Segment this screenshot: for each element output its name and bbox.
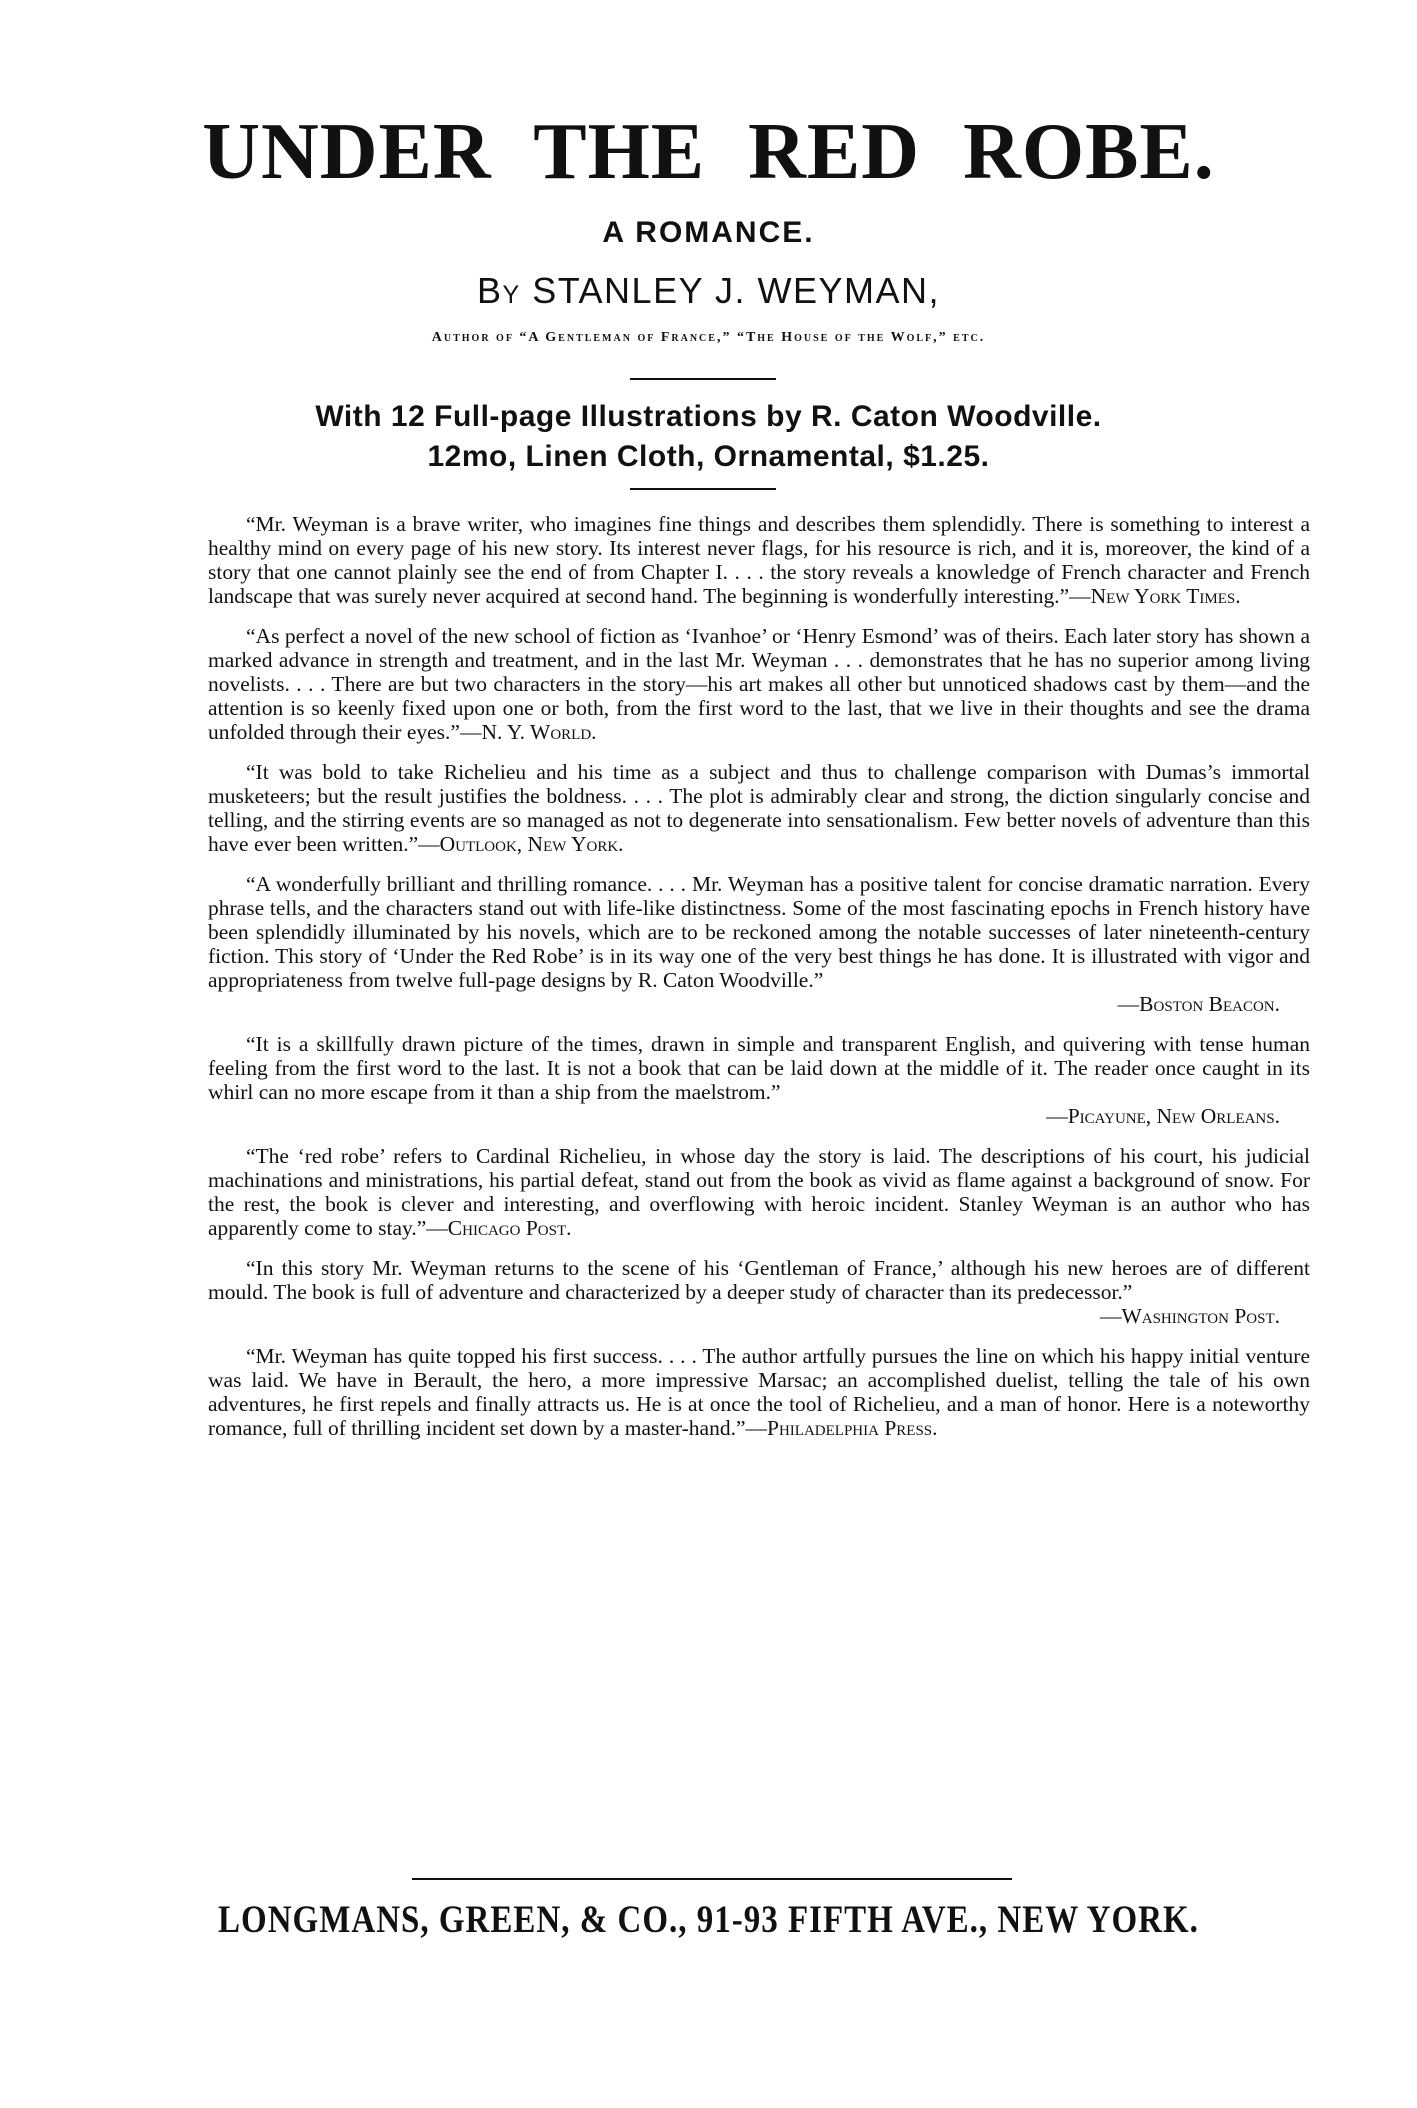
review-quote: “As perfect a novel of the new school of fiction as ‘Ivanhoe’ or ‘Henry Esmond’ was of theirs. Each later story has shown a marked advance in strength and treatment, and in the last Mr. Weyman . . . demonstrates that he has no superior among living novelists. . . . There are but two characters in the story—his art makes all other but unnoticed shadows cast by them—and the attention is so keenly fixed upon one or both, from the first word to the last, that we live in their thoughts and see the drama unfolded through their eyes.”— xyxy=(208,624,1310,744)
review xyxy=(208,512,1310,608)
review-quote: “The ‘red robe’ refers to Cardinal Richelieu, in whose day the story is laid. The descriptions of his court, his judicial machinations and ministrations, his partial defeat, stand out from the book as vivid as flame against a background of snow. For the rest, the book is clever and interesting, and overflowing with heroic incident. Stanley Weyman is an author who has apparently come to stay.”— xyxy=(208,1144,1310,1240)
review-source: Chicago Post. xyxy=(447,1216,572,1240)
publisher-imprint: LONGMANS, GREEN, & CO., 91-93 FIFTH AVE., NEW YORK. xyxy=(218,1898,1199,1942)
review xyxy=(208,1032,1310,1128)
review xyxy=(208,1344,1310,1440)
review xyxy=(208,1256,1310,1328)
review-source: Outlook, New York. xyxy=(439,832,624,856)
format-price: 12mo, Linen Cloth, Ornamental, $1.25. xyxy=(427,440,990,473)
review-text xyxy=(208,872,1310,992)
review-source: —Boston Beacon. xyxy=(1117,992,1280,1016)
review-text xyxy=(208,1256,1310,1304)
illustrations-note: With 12 Full-page Illustrations by R. Caton Woodville. xyxy=(315,400,1102,433)
review-quote: “It is a skillfully drawn picture of the times, drawn in simple and transparent English, and quivering with tense human feeling from the first word to the last. It is not a book that can be laid down at the middle of it. The reader once caught in its whirl can no more escape from it than a ship from the maelstrom.” xyxy=(208,1032,1310,1104)
review xyxy=(208,872,1310,1016)
review-source: —Washington Post. xyxy=(1099,1304,1280,1328)
review-source: —Picayune, New Orleans. xyxy=(1046,1104,1280,1128)
review-source: Philadelphia Press. xyxy=(767,1416,938,1440)
review-text xyxy=(208,512,1310,608)
review xyxy=(208,1144,1310,1240)
review-text xyxy=(208,624,1310,744)
review xyxy=(208,760,1310,856)
book-title: UNDER THE RED ROBE. xyxy=(202,108,1215,196)
review-text xyxy=(208,1144,1310,1240)
review-quote: “Mr. Weyman has quite topped his first success. . . . The author artfully pursues the line on which his happy initial venture was laid. We have in Berault, the hero, a more impressive Marsac; an accomplished duelist, telling the tale of his own adventures, he first repels and finally attracts us. He is at once the tool of Richelieu, and a man of honor. Here is a noteworthy romance, full of thrilling incident set down by a master-hand.”— xyxy=(208,1344,1310,1440)
review-text xyxy=(208,760,1310,856)
book-subtitle: A ROMANCE. xyxy=(602,216,815,249)
divider-bottom xyxy=(412,1878,1012,1880)
review xyxy=(208,624,1310,744)
reviews-section xyxy=(208,512,1310,1456)
author-byline: By STANLEY J. WEYMAN, xyxy=(477,270,940,311)
divider-top xyxy=(630,378,776,380)
review-quote: “A wonderfully brilliant and thrilling romance. . . . Mr. Weyman has a positive talent for concise dramatic narration. Every phrase tells, and the characters stand out with life-like distinctness. Some of the most fascinating epochs in French history have been splendidly illuminated by his novels, which are to be reckoned among the notable successes of later nineteenth-century fiction. This story of ‘Under the Red Robe’ is in its way one of the very best things he has done. It is illustrated with vigor and appropriateness from twelve full-page designs by R. Caton Woodville.” xyxy=(208,872,1310,992)
divider-middle xyxy=(630,488,776,490)
review-quote: “It was bold to take Richelieu and his time as a subject and thus to challenge comparison with Dumas’s immortal musketeers; but the result justifies the boldness. . . . The plot is admirably clear and strong, the diction singularly concise and telling, and the stirring events are so managed as not to degenerate into sensationalism. Few better novels of adventure than this have ever been written.”— xyxy=(208,760,1310,856)
review-text xyxy=(208,1032,1310,1104)
review-source: N. Y. World. xyxy=(481,720,597,744)
review-quote: “In this story Mr. Weyman returns to the scene of his ‘Gentleman of France,’ although his new heroes are of different mould. The book is full of adventure and characterized by a deeper study of character than its predecessor.” xyxy=(208,1256,1310,1304)
review-quote: “Mr. Weyman is a brave writer, who imagines fine things and describes them splendidly. There is something to interest a healthy mind on every page of his new story. Its interest never flags, for his resource is rich, and it is, moreover, the kind of a story that one cannot plainly see the end of from Chapter I. . . . the story reveals a knowledge of French character and French landscape that was surely never acquired at second hand. The beginning is wonderfully interesting.”— xyxy=(208,512,1310,608)
review-source: New York Times. xyxy=(1090,584,1241,608)
author-other-works: Author of “A Gentleman of France,” “The House of the Wolf,” etc. xyxy=(431,330,986,345)
review-text xyxy=(208,1344,1310,1440)
